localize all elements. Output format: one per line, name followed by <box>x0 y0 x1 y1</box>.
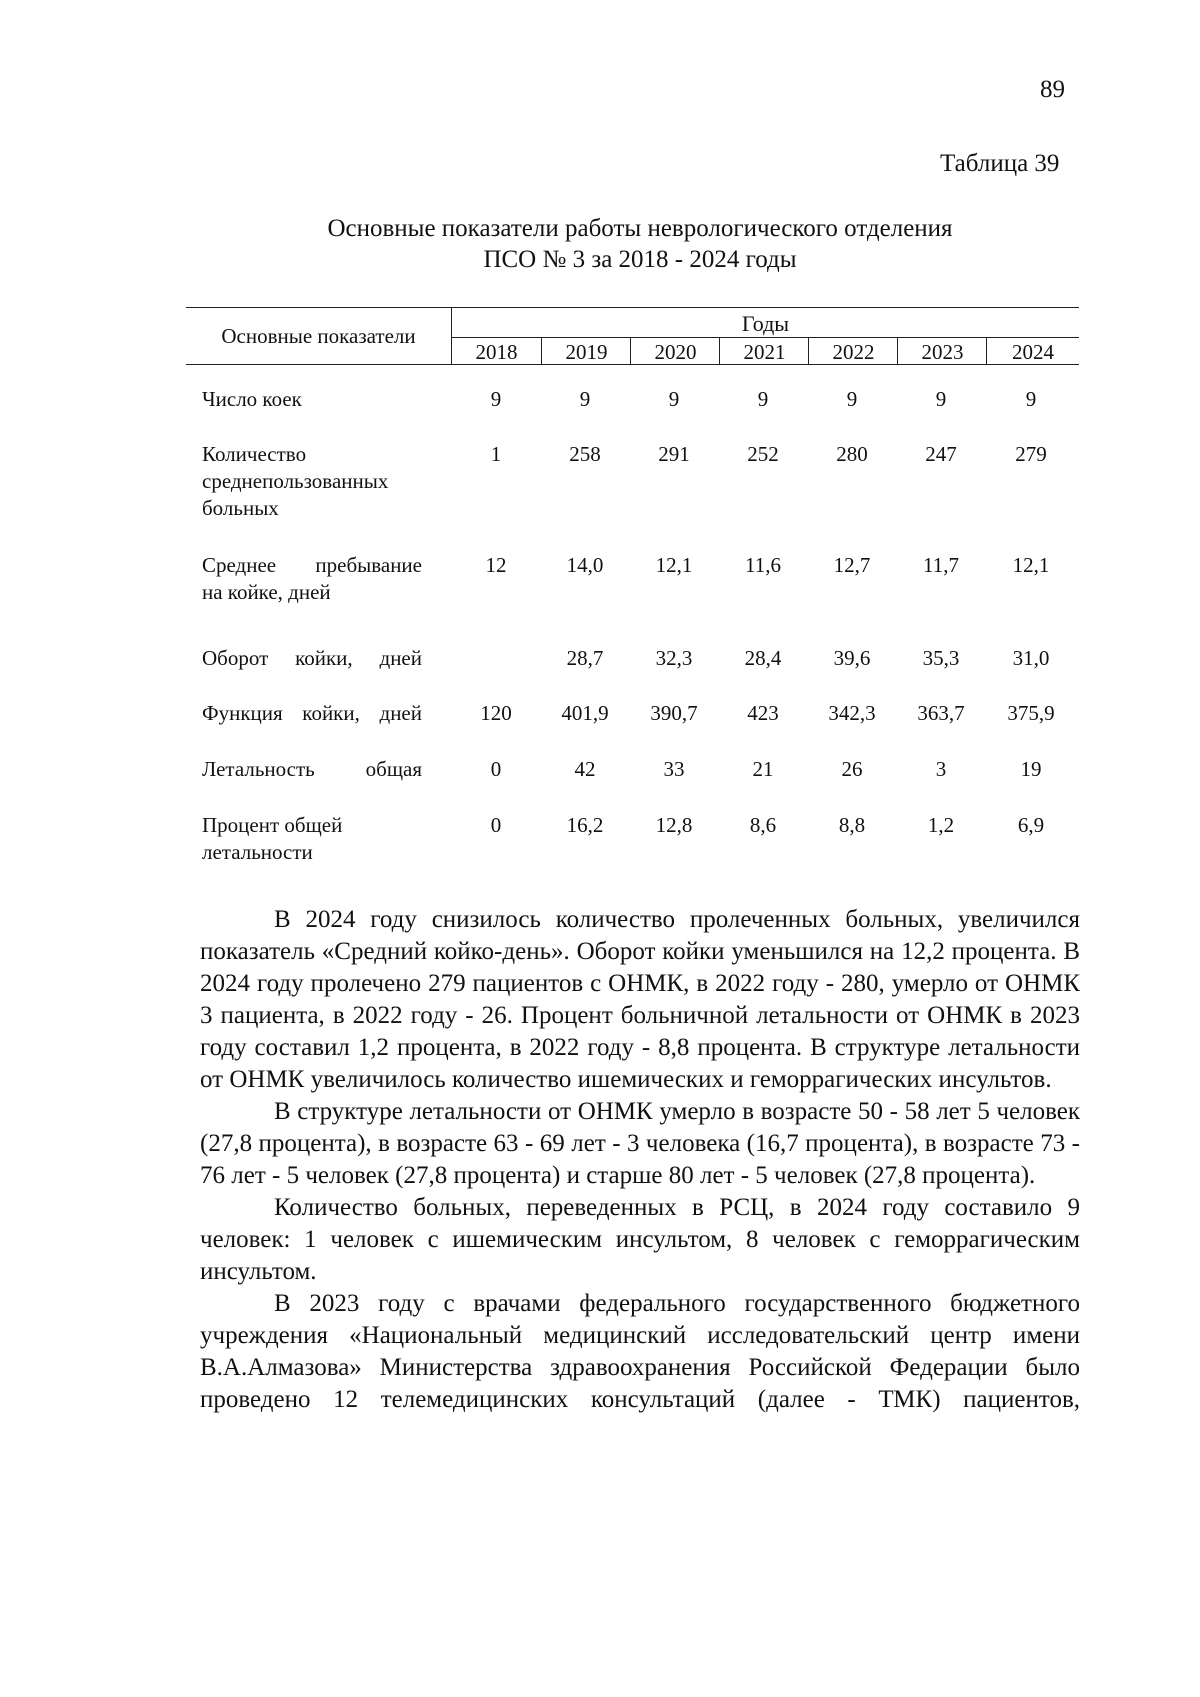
table-cell: 16,2 <box>566 813 604 837</box>
table-cell: 9 <box>668 387 680 411</box>
table-cell: 12,7 <box>833 553 871 577</box>
header-year: 2020 <box>630 338 720 364</box>
table-cell: 11,7 <box>923 553 959 577</box>
table-cell: 342,3 <box>828 701 876 725</box>
table-cell: 8,8 <box>838 813 866 837</box>
table-cell: 0 <box>490 813 502 837</box>
table-cell: 280 <box>836 442 868 466</box>
row-label: Количество среднепользованных больных <box>202 442 389 520</box>
table-cell: 6,9 <box>1017 813 1045 837</box>
table-cell: 42 <box>574 757 596 781</box>
row-label: Процент общей летальности <box>202 813 343 864</box>
table-cell: 14,0 <box>566 553 604 577</box>
table-cell: 120 <box>480 701 512 725</box>
table-cell: 291 <box>658 442 690 466</box>
row-label: Среднее пребывание на койке, дней <box>202 553 422 604</box>
table-cell: 31,0 <box>1012 646 1050 670</box>
table-cell: 9 <box>490 387 502 411</box>
table-cell: 1,2 <box>927 813 955 837</box>
table-cell: 9 <box>846 387 858 411</box>
table-cell: 390,7 <box>650 701 698 725</box>
table-label: Таблица 39 <box>940 150 1060 177</box>
header-years: Годы <box>452 308 1079 338</box>
table-cell: 279 <box>1015 442 1047 466</box>
table-cell: 12 <box>485 553 507 577</box>
paragraph: В 2024 году снизилось количество пролеченных больных, увеличился показатель «Средний койко-день». Оборот койки уменьшился на 12,2 процента. В 2024 году пролечено 279 пациентов с ОНМК, в 2022 году - 280, умерло от ОНМК 3 пациента, в 2022 году - 26. Процент больничной летальности от ОНМК в 2023 году составил 1,2 процента, в 2022 году - 8,8 процента. В структуре летальности от ОНМК увеличилось количество ишемических и геморрагических инсультов. <box>200 906 1080 1093</box>
table-title-line-2: ПСО № 3 за 2018 - 2024 годы <box>483 246 797 273</box>
paragraph: Количество больных, переведенных в РСЦ, в 2024 году составило 9 человек: 1 человек с ишемическим инсультом, 8 человек с геморрагическим инсультом. <box>200 1194 1080 1285</box>
table-cell: 423 <box>747 701 779 725</box>
table-cell: 33 <box>663 757 685 781</box>
table-cell: 12,8 <box>655 813 693 837</box>
table-cell: 35,3 <box>922 646 960 670</box>
table-cell: 375,9 <box>1007 701 1055 725</box>
table-cell: 8,6 <box>749 813 777 837</box>
table-cell: 363,7 <box>917 701 965 725</box>
table-cell: 19 <box>1020 757 1042 781</box>
table-cell: 28,7 <box>566 646 604 670</box>
table-header <box>186 307 1079 365</box>
table-cell: 258 <box>569 442 601 466</box>
indicators-table <box>186 307 1079 864</box>
table-cell: 3 <box>935 757 947 781</box>
table-cell: 247 <box>925 442 957 466</box>
paragraph: В 2023 году с врачами федерального государственного бюджетного учреждения «Национальный медицинский исследовательский центр имени В.А.Алмазова» Министерства здравоохранения Российской Федерации было проведено 12 телемедицинских консультаций (далее - ТМК) пациентов, <box>200 1290 1080 1413</box>
table-cell: 9 <box>935 387 947 411</box>
header-year: 2023 <box>897 338 987 364</box>
paragraph: В структуре летальности от ОНМК умерло в возрасте 50 - 58 лет 5 человек (27,8 процента), в возрасте 63 - 69 лет - 3 человека (16,7 процента), в возрасте 73 - 76 лет - 5 человек (27,8 процента) и старше 80 лет - 5 человек (27,8 процента). <box>200 1098 1080 1189</box>
header-year: 2019 <box>541 338 631 364</box>
page-number: 89 <box>1040 76 1065 103</box>
row-label: Число коек <box>202 387 302 411</box>
header-year: 2022 <box>808 338 898 364</box>
body-text <box>200 904 1080 1416</box>
row-label: Функция койки, дней <box>202 701 422 725</box>
header-main-indicators: Основные показатели <box>186 308 452 364</box>
header-year: 2021 <box>719 338 809 364</box>
table-cell: 252 <box>747 442 779 466</box>
table-cell: 401,9 <box>561 701 609 725</box>
table-cell: 11,6 <box>745 553 781 577</box>
table-title <box>160 213 1120 275</box>
table-cell: 9 <box>579 387 591 411</box>
table-cell: 0 <box>490 757 502 781</box>
header-year: 2024 <box>986 338 1079 364</box>
table-cell: 21 <box>752 757 774 781</box>
table-cell: 12,1 <box>1012 553 1050 577</box>
header-year: 2018 <box>475 340 518 364</box>
table-cell: 26 <box>841 757 863 781</box>
table-cell: 9 <box>1025 387 1037 411</box>
table-cell: 12,1 <box>655 553 693 577</box>
row-label: Оборот койки, дней <box>202 646 422 670</box>
row-label: Летальность общая <box>202 757 422 781</box>
table-cell: 32,3 <box>655 646 693 670</box>
table-cell: 1 <box>490 442 502 466</box>
table-title-line-1: Основные показатели работы неврологического отделения <box>327 215 953 242</box>
table-cell: 39,6 <box>833 646 871 670</box>
table-cell: 9 <box>757 387 769 411</box>
table-cell: 28,4 <box>744 646 782 670</box>
